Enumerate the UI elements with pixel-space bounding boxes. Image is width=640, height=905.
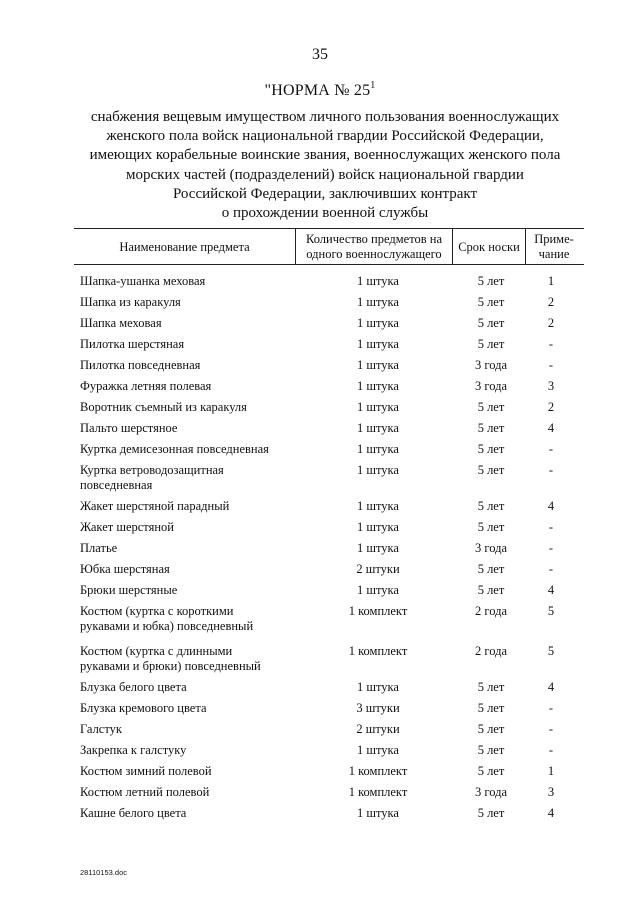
subtitle-line: снабжения вещевым имуществом личного пользования военнослужащих: [90, 109, 560, 125]
subtitle-line: о прохождении военной службы: [221, 205, 429, 222]
item-term: 5 лет: [477, 806, 505, 820]
item-name: Костюм летний полевой: [80, 785, 210, 799]
item-term: 5 лет: [477, 743, 505, 757]
item-note: 4: [547, 680, 555, 694]
item-term: 5 лет: [477, 337, 505, 351]
item-note: 3: [547, 379, 555, 393]
item-term: 5 лет: [477, 421, 505, 435]
item-quantity: 1 комплект: [348, 764, 408, 778]
item-note: 2: [547, 400, 555, 414]
item-term: 5 лет: [477, 442, 505, 456]
item-quantity: 1 штука: [357, 316, 399, 330]
item-name: Пилотка шерстяная: [80, 337, 185, 351]
header-quantity: Количество предметов на одного военнослужащего: [305, 232, 443, 261]
item-name: Платье: [80, 541, 118, 555]
item-quantity: 1 штука: [357, 442, 399, 456]
item-note: 1: [547, 274, 555, 288]
document-title: [0, 80, 640, 100]
table-top-rule: [74, 228, 584, 229]
item-note: -: [548, 562, 554, 576]
title-superscript: 1: [370, 80, 376, 91]
item-note: 2: [547, 316, 555, 330]
item-note: -: [548, 541, 554, 555]
item-quantity: 1 комплект: [348, 785, 408, 799]
item-note: -: [548, 358, 554, 372]
subtitle-line: Российской Федерации, заключивших контракт: [172, 185, 478, 202]
header-name: Наименование предмета: [119, 239, 250, 254]
item-note: 4: [547, 583, 555, 597]
item-name: Блузка белого цвета: [80, 680, 187, 694]
page-number: 35: [312, 46, 328, 63]
item-name: Костюм (куртка с короткими рукавами и юбка) повседневный: [80, 604, 254, 633]
item-note: -: [548, 337, 554, 351]
item-quantity: 1 штука: [357, 520, 399, 534]
item-note: 5: [547, 604, 555, 618]
item-name: Фуражка летняя полевая: [80, 379, 212, 393]
item-quantity: 1 штука: [357, 541, 399, 555]
item-name: Закрепка к галстуку: [80, 743, 187, 757]
item-term: 3 года: [475, 785, 507, 799]
item-term: 3 года: [475, 358, 507, 372]
item-name: Шапка меховая: [80, 316, 162, 330]
document-subtitle: [70, 108, 580, 223]
item-term: 5 лет: [477, 520, 505, 534]
item-name: Пилотка повседневная: [80, 358, 201, 372]
item-name: Куртка ветроводозащитная повседневная: [80, 463, 224, 492]
title-text: "НОРМА № 25: [264, 82, 371, 99]
item-quantity: 1 штука: [357, 680, 399, 694]
item-quantity: 1 штука: [357, 400, 399, 414]
item-note: 4: [547, 499, 555, 513]
header-note: Приме-чание: [534, 232, 574, 261]
item-term: 5 лет: [477, 499, 505, 513]
item-quantity: 1 штука: [357, 295, 399, 309]
table-header-rule: [74, 264, 584, 265]
item-note: -: [548, 722, 554, 736]
item-name: Блузка кремового цвета: [80, 701, 207, 715]
item-quantity: 1 штука: [357, 806, 399, 820]
item-quantity: 3 штуки: [356, 701, 400, 715]
item-name: Куртка демисезонная повседневная: [80, 442, 269, 456]
item-quantity: 1 комплект: [348, 644, 408, 658]
subtitle-line: морских частей (подразделений) войск национальной гвардии: [126, 166, 524, 183]
item-note: -: [548, 442, 554, 456]
item-term: 5 лет: [477, 295, 505, 309]
item-quantity: 1 штука: [357, 743, 399, 757]
item-note: -: [548, 463, 554, 477]
item-name: Пальто шерстяное: [80, 421, 178, 435]
item-note: -: [548, 743, 554, 757]
item-quantity: 1 штука: [357, 421, 399, 435]
item-quantity: 1 штука: [357, 499, 399, 513]
item-term: 5 лет: [477, 701, 505, 715]
item-term: 5 лет: [477, 583, 505, 597]
item-quantity: 1 штука: [357, 379, 399, 393]
item-note: -: [548, 520, 554, 534]
item-note: -: [548, 701, 554, 715]
item-term: 5 лет: [477, 562, 505, 576]
item-term: 5 лет: [477, 316, 505, 330]
item-term: 5 лет: [477, 722, 505, 736]
item-term: 5 лет: [477, 400, 505, 414]
item-name: Костюм зимний полевой: [80, 764, 212, 778]
item-term: 2 года: [475, 644, 507, 658]
item-name: Брюки шерстяные: [80, 583, 178, 597]
item-note: 2: [547, 295, 555, 309]
item-quantity: 1 штука: [357, 463, 399, 477]
item-quantity: 1 штука: [357, 583, 399, 597]
item-term: 5 лет: [477, 764, 505, 778]
item-term: 3 года: [475, 379, 507, 393]
item-name: Жакет шерстяной парадный: [80, 499, 230, 513]
item-note: 4: [547, 421, 555, 435]
item-name: Воротник съемный из каракуля: [80, 400, 247, 414]
item-name: Кашне белого цвета: [80, 806, 187, 820]
item-term: 5 лет: [477, 274, 505, 288]
item-name: Жакет шерстяной: [80, 520, 174, 534]
item-note: 1: [547, 764, 555, 778]
item-quantity: 1 штука: [357, 358, 399, 372]
item-name: Шапка-ушанка меховая: [80, 274, 206, 288]
item-quantity: 2 штуки: [356, 562, 400, 576]
item-quantity: 1 штука: [357, 337, 399, 351]
item-note: 5: [547, 644, 555, 658]
item-term: 5 лет: [477, 463, 505, 477]
item-term: 2 года: [475, 604, 507, 618]
item-quantity: 1 штука: [357, 274, 399, 288]
item-term: 3 года: [475, 541, 507, 555]
subtitle-line: имеющих корабельные воинские звания, военнослужащих женского пола: [89, 147, 561, 164]
header-term: Срок носки: [458, 239, 520, 254]
item-quantity: 1 комплект: [348, 604, 408, 618]
item-term: 5 лет: [477, 680, 505, 694]
item-note: 4: [547, 806, 555, 820]
subtitle-line: женского пола войск национальной гвардии Российской Федерации,: [106, 128, 544, 145]
item-quantity: 2 штуки: [356, 722, 400, 736]
footer-filename: 28110153.doc: [80, 868, 127, 877]
item-note: 3: [547, 785, 555, 799]
item-name: Юбка шерстяная: [80, 562, 170, 576]
item-name: Костюм (куртка с длинными рукавами и брюки) повседневный: [80, 644, 261, 673]
item-name: Галстук: [80, 722, 122, 736]
item-name: Шапка из каракуля: [80, 295, 181, 309]
